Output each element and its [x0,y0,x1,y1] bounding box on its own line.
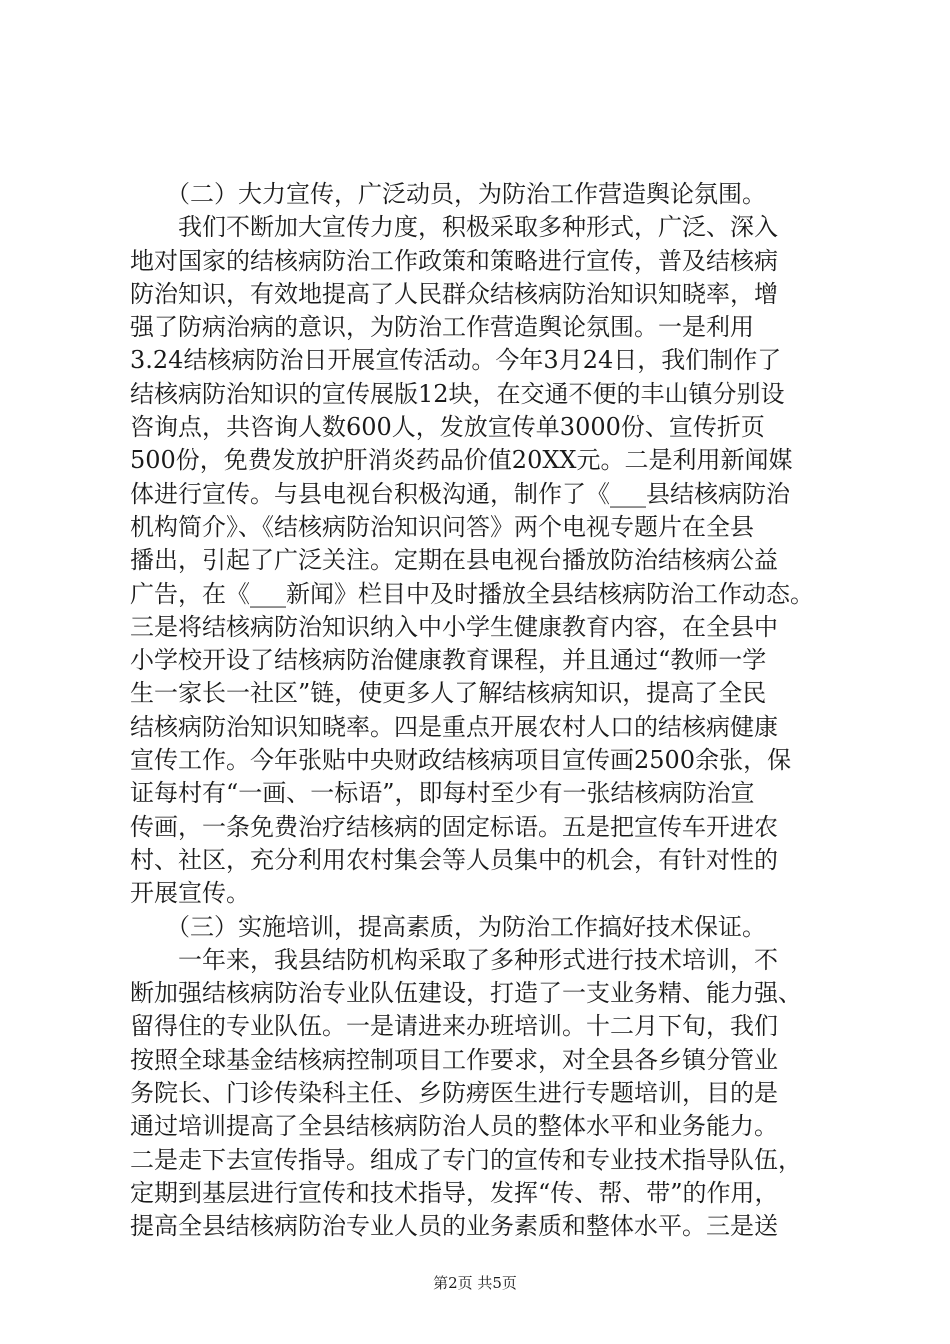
text-line: 强了防病治病的意识，为防治工作营造舆论氛围。一是利用 [130,313,754,342]
text-line: 留得住的专业队伍。一是请进来办班培训。十二月下旬，我们 [130,1012,778,1041]
text-line: 务院长、门诊传染科主任、乡防痨医生进行专题培训，目的是 [130,1079,778,1108]
text-line: 村、社区，充分利用农村集会等人员集中的机会，有针对性的 [130,845,778,874]
text-line: 3.24结核病防治日开展宣传活动。今年3月24日，我们制作了 [130,346,782,375]
body-text [130,178,830,1244]
text-line: 传画，一条免费治疗结核病的固定标语。五是把宣传车开进农 [130,812,778,841]
text-line: 定期到基层进行宣传和技术指导，发挥“传、帮、带”的作用， [130,1178,779,1207]
text-line: 证每村有“一画、一标语”，即每村至少有一张结核病防治宣 [130,779,755,808]
text-line: 地对国家的结核病防治工作政策和策略进行宣传，普及结核病 [130,246,778,275]
text-line: 断加强结核病防治专业队伍建设，打造了一支业务精、能力强、 [130,979,802,1008]
text-line: 通过培训提高了全县结核病防治人员的整体水平和业务能力。 [130,1112,778,1141]
text-line: 按照全球基金结核病控制项目工作要求，对全县各乡镇分管业 [130,1045,778,1074]
text-line: 三是将结核病防治知识纳入中小学生健康教育内容，在全县中 [130,612,778,641]
text-line: 一年来，我县结防机构采取了多种形式进行技术培训，不 [130,945,778,974]
text-line: 提高全县结核病防治专业人员的业务素质和整体水平。三是送 [130,1212,778,1241]
text-line: 防治知识，有效地提高了人民群众结核病防治知识知晓率，增 [130,279,778,308]
text-line: 广告，在《___新闻》栏目中及时播放全县结核病防治工作动态。 [130,579,814,608]
text-line: （三）实施培训，提高素质，为防治工作搞好技术保证。 [130,912,766,941]
text-line: 结核病防治知识知晓率。四是重点开展农村人口的结核病健康 [130,712,778,741]
text-line: 咨询点，共咨询人数600人，发放宣传单3000份、宣传折页 [130,413,765,442]
text-line: 机构简介》、《结核病防治知识问答》两个电视专题片在全县 [130,512,754,541]
text-line: 500份，免费发放护肝消炎药品价值20XX元。二是利用新闻媒 [130,446,793,475]
text-line: 宣传工作。今年张贴中央财政结核病项目宣传画2500余张，保 [130,746,792,775]
page-number-footer: 第2页 共5页 [433,1274,517,1292]
text-line: 小学校开设了结核病防治健康教育课程，并且通过“教师一学 [130,646,767,675]
text-line: 生一家长一社区”链，使更多人了解结核病知识，提高了全民 [130,679,767,708]
text-line: 二是走下去宣传指导。组成了专门的宣传和专业技术指导队伍， [130,1145,802,1174]
text-line: 播出，引起了广泛关注。定期在县电视台播放防治结核病公益 [130,546,778,575]
text-line: 开展宣传。 [130,879,250,908]
text-line: （二）大力宣传，广泛动员，为防治工作营造舆论氛围。 [130,180,766,208]
text-line: 我们不断加大宣传力度，积极采取多种形式，广泛、深入 [130,213,778,242]
text-line: 体进行宣传。与县电视台积极沟通，制作了《___县结核病防治 [130,479,790,508]
text-line: 结核病防治知识的宣传展版12块，在交通不便的丰山镇分别设 [130,379,785,408]
